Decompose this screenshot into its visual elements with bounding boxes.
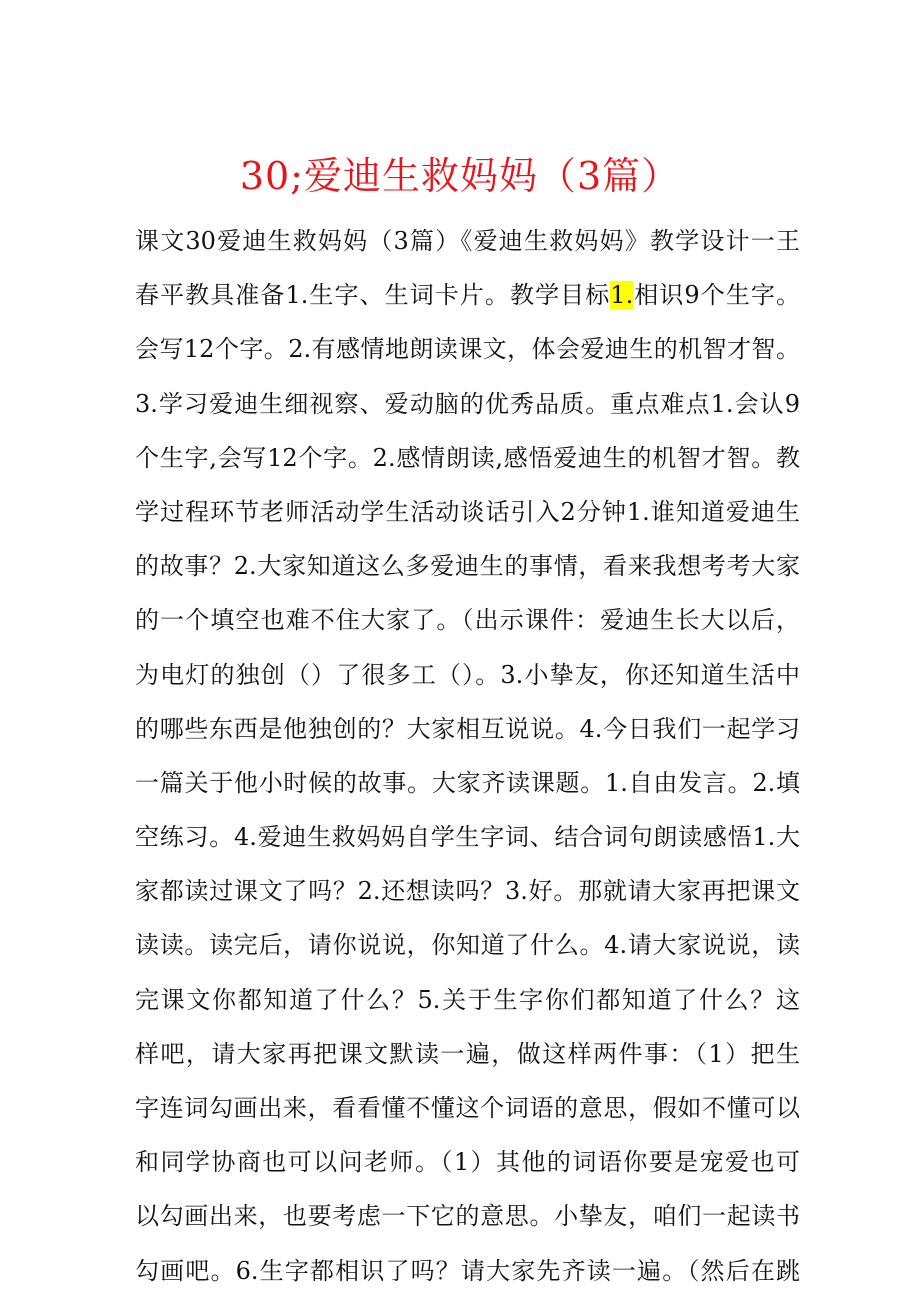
body-line-3: 会写12个字。2.有感情地朗读课文，体会爱迪生的机智才智。 <box>135 335 800 364</box>
body-line-1: 课文30爱迪生救妈妈（3篇）《爱迪生救妈妈》教学设计一王 <box>135 227 800 255</box>
body-line-13: 家都读过课文了吗？2.还想读吗？3.好。那就请大家再把课文 <box>135 877 800 906</box>
body-line-15: 完课文你都知道了什么？5.关于生字你们都知道了什么？这 <box>135 985 800 1014</box>
body-line-7: 的故事？2.大家知道这么多爱迪生的事情，看来我想考考大家 <box>135 552 800 581</box>
body-line-11: 一篇关于他小时候的故事。大家齐读课题。1.自由发言。2.填 <box>135 768 800 797</box>
body-line-14: 读读。读完后，请你说说，你知道了什么。4.请大家说说，读 <box>135 931 800 960</box>
document-title: 30;爱迪生救妈妈（3篇） <box>239 154 681 198</box>
body-line-12: 空练习。4.爱迪生救妈妈自学生字词、结合词句朗读感悟1.大 <box>135 823 800 852</box>
body-line-2-start: 春平教具准备1.生字、生词卡片。教学目标 <box>135 281 611 310</box>
body-line-2-end: 相识9个生字。 <box>633 281 800 310</box>
body-line-18: 和同学协商也可以问老师。（1）其他的词语你要是宠爱也可 <box>135 1148 800 1177</box>
body-line-16: 样吧，请大家再把课文默读一遍，做这样两件事：（1）把生 <box>135 1039 800 1068</box>
body-line-4: 3.学习爱迪生细视察、爱动脑的优秀品质。重点难点1.会认9 <box>135 389 800 418</box>
body-line-5: 个生字,会写12个字。2.感情朗读,感悟爱迪生的机智才智。教 <box>135 443 800 472</box>
document-body <box>135 214 800 1298</box>
body-line-6: 学过程环节老师活动学生活动谈话引入2分钟1.谁知道爱迪生 <box>135 497 800 526</box>
highlighted-text: 1. <box>610 281 634 310</box>
body-line-10: 的哪些东西是他独创的？大家相互说说。4.今日我们一起学习 <box>135 714 800 743</box>
body-line-2 <box>135 268 800 322</box>
body-line-8: 的一个填空也难不住大家了。（出示课件：爱迪生长大以后， <box>135 606 800 635</box>
body-line-17: 字连词勾画出来，看看懂不懂这个词语的意思，假如不懂可以 <box>135 1094 800 1122</box>
body-line-20: 勾画吧。6.生字都相识了吗？请大家先齐读一遍。（然后在跳 <box>135 1256 800 1285</box>
body-line-19: 以勾画出来，也要考虑一下它的意思。小挚友，咱们一起读书 <box>135 1202 800 1231</box>
body-line-9: 为电灯的独创（）了很多工（）。3.小挚友，你还知道生活中 <box>135 660 800 689</box>
